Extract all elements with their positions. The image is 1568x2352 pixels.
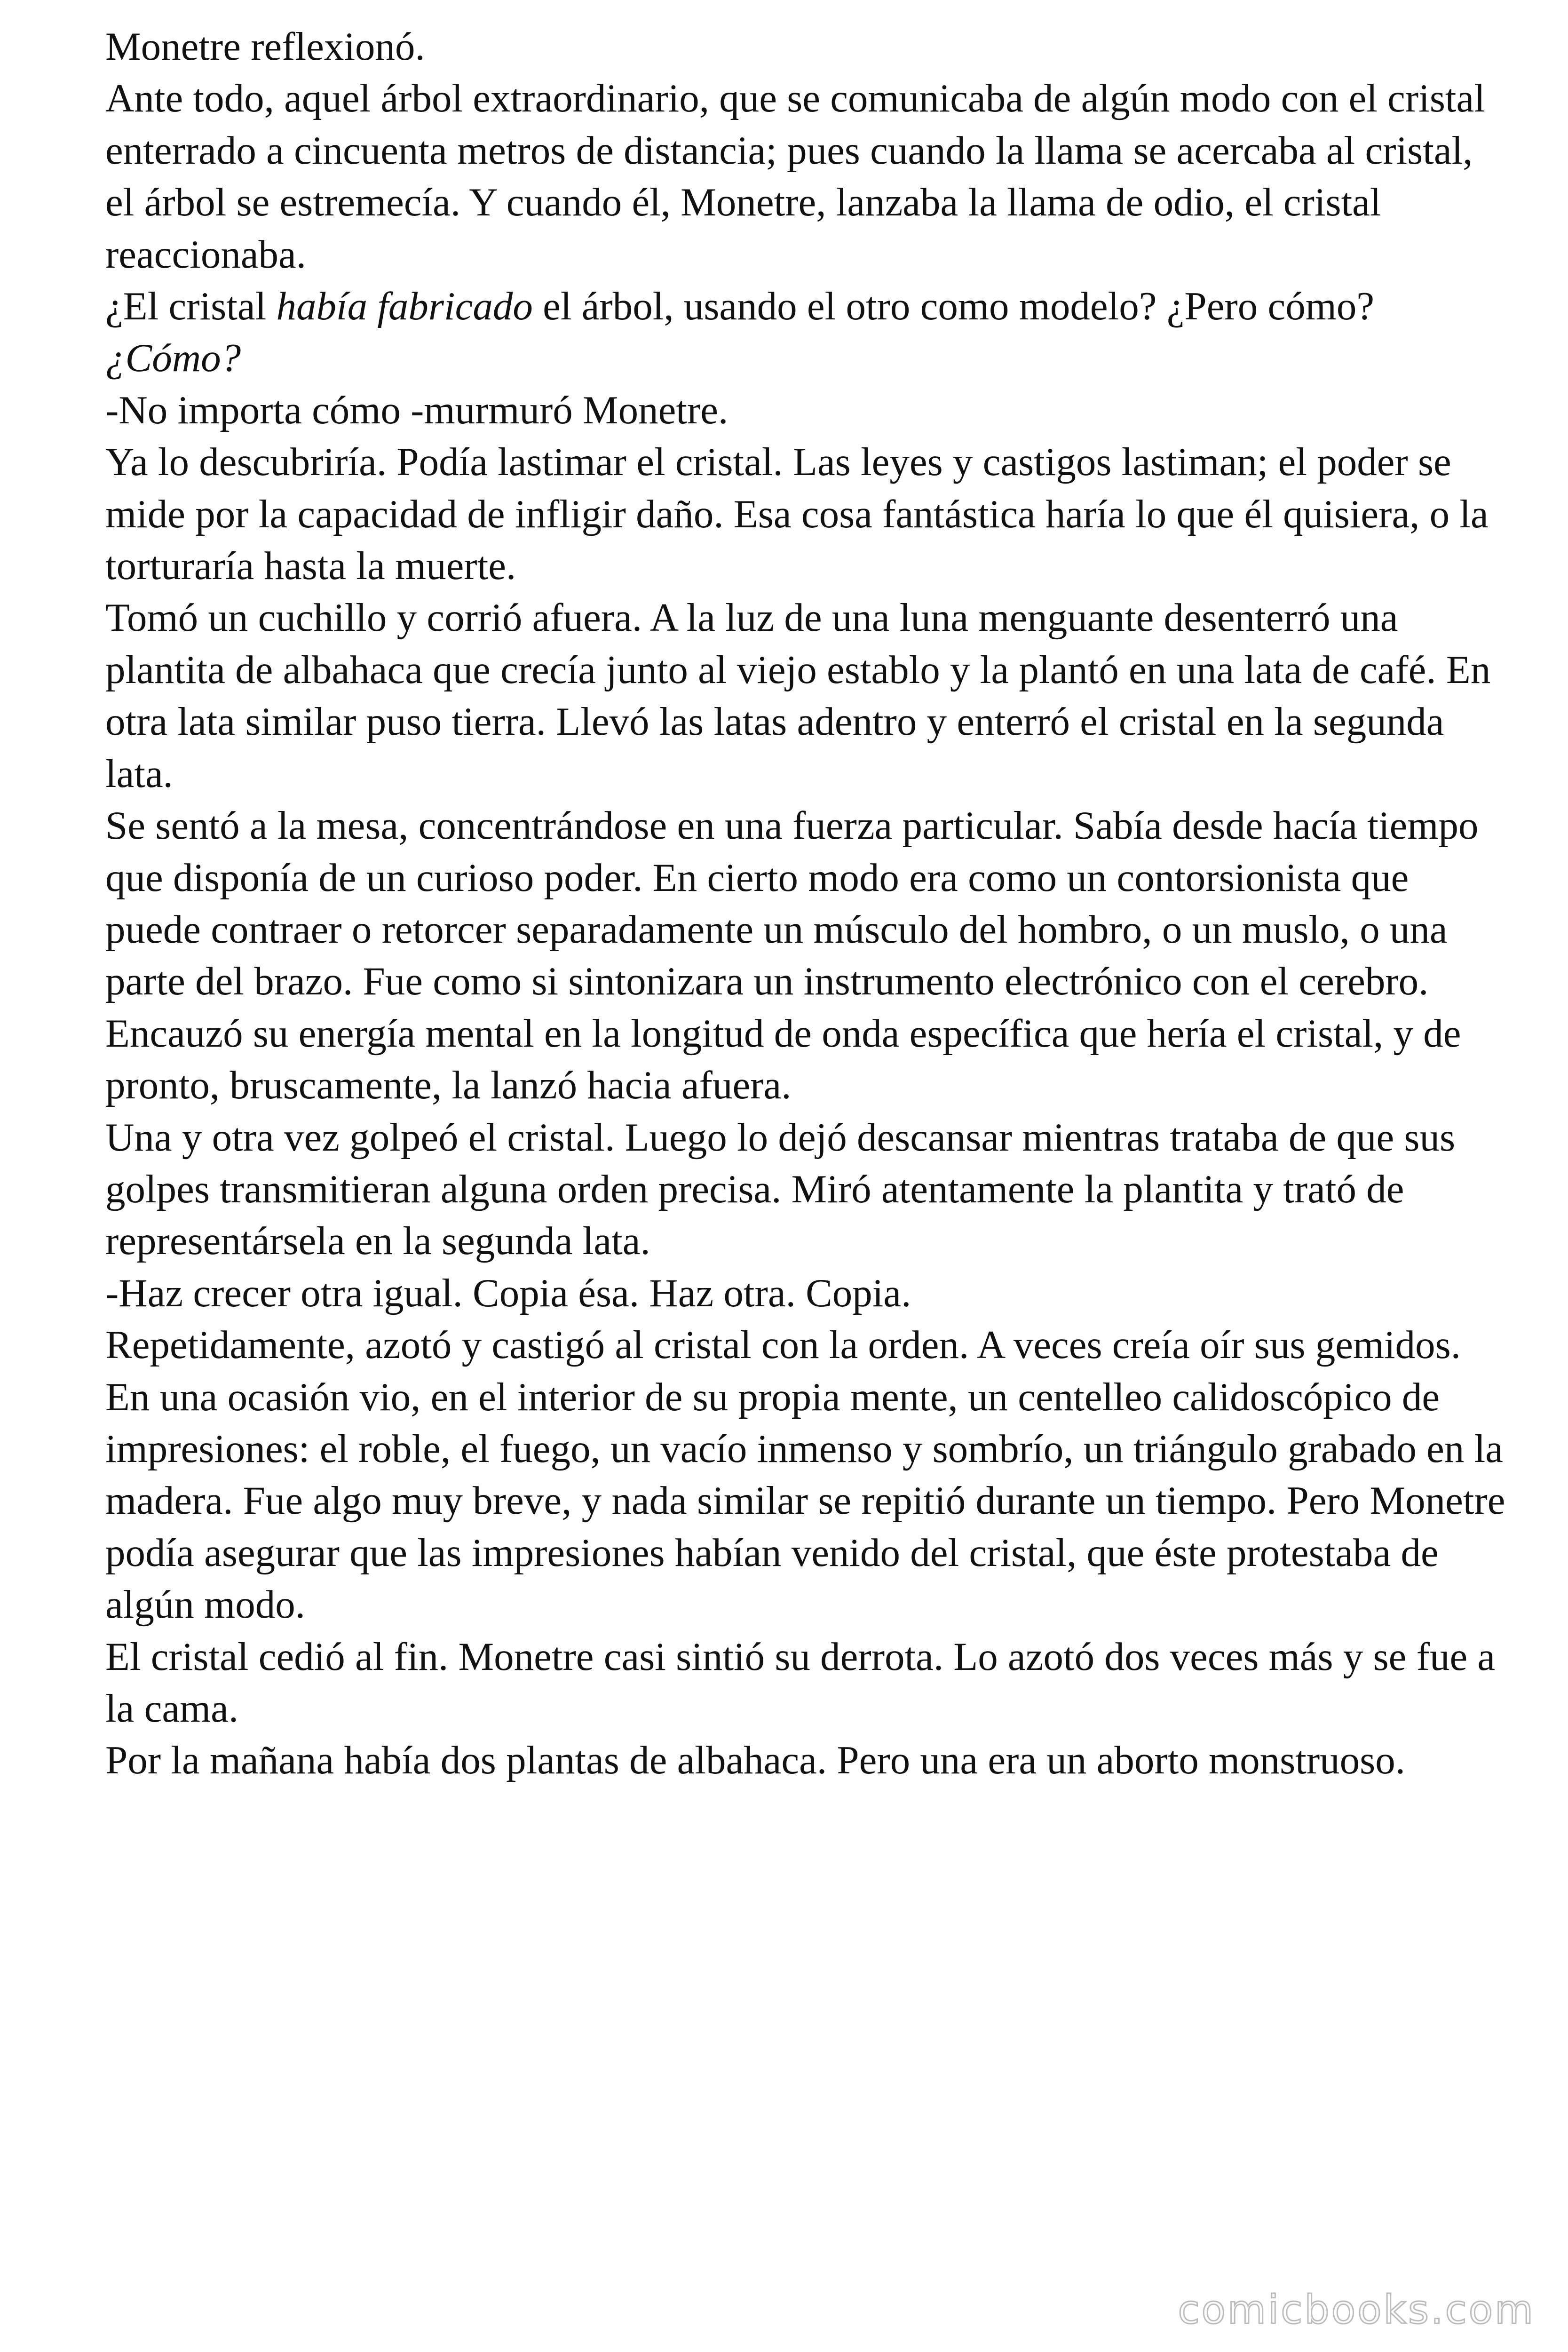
- paragraph-11: [105, 1631, 1507, 1735]
- paragraph-4: [105, 384, 1507, 436]
- watermark: comicbooks.com: [1178, 2287, 1535, 2333]
- text-run: Repetidamente, azotó y castigó al cristal con la orden. A veces creía oír sus gemidos. En una ocasión vio, en el interior de su propia mente, un centelleo calidoscópico de impresiones: el roble, el fuego, un vacío inmenso y sombrío, un triángulo grabado en la madera. Fue algo muy breve, y nada similar se repitió durante un tiempo. Pero Monetre podía asegurar que las impresiones habían venido del cristal, que éste protestaba de algún modo.: [105, 1323, 1505, 1627]
- paragraph-3: [105, 280, 1507, 384]
- text-run: -No importa cómo -murmuró Monetre.: [105, 388, 729, 432]
- text-run: Tomó un cuchillo y corrió afuera. A la luz de una luna menguante desenterró una plantita de albahaca que crecía junto al viejo establo y la plantó en una lata de café. En otra lata similar puso tierra. Llevó las latas adentro y enterró el cristal en la segunda lata.: [105, 596, 1491, 796]
- text-run: Ante todo, aquel árbol extraordinario, que se comunicaba de algún modo con el cristal enterrado a cincuenta metros de distancia; pues cuando la llama se acercaba al cristal, el árbol se estremecía. Y cuando él, Monetre, lanzaba la llama de odio, el cristal reaccionaba.: [105, 76, 1485, 277]
- body-text: [105, 21, 1507, 1787]
- paragraph-7: [105, 800, 1507, 1111]
- italic-text-run: había fabricado: [276, 284, 533, 329]
- paragraph-2: [105, 72, 1507, 280]
- text-run: Por la mañana había dos plantas de albahaca. Pero una era un aborto monstruoso.: [105, 1738, 1405, 1783]
- text-run: ¿El cristal: [105, 284, 277, 329]
- paragraph-10: [105, 1319, 1507, 1630]
- paragraph-12: [105, 1734, 1507, 1786]
- text-run: Ya lo descubriría. Podía lastimar el cristal. Las leyes y castigos lastiman; el poder se mide por la capacidad de infligir daño. Esa cosa fantástica haría lo que él quisiera, o la torturaría hasta la muerte.: [105, 440, 1489, 588]
- paragraph-9: [105, 1267, 1507, 1319]
- text-run: Monetre reflexionó.: [105, 24, 425, 69]
- paragraph-5: [105, 436, 1507, 592]
- paragraph-1: [105, 21, 1507, 72]
- italic-text-run: ¿Cómo?: [105, 336, 241, 381]
- text-run: Una y otra vez golpeó el cristal. Luego lo dejó descansar mientras trataba de que sus golpes transmitieran alguna orden precisa. Miró atentamente la plantita y trató de representársela en la segunda lata.: [105, 1115, 1456, 1263]
- paragraph-6: [105, 592, 1507, 800]
- text-run: el árbol, usando el otro como modelo? ¿Pero cómo?: [532, 284, 1375, 329]
- paragraph-8: [105, 1112, 1507, 1267]
- text-run: -Haz crecer otra igual. Copia ésa. Haz otra. Copia.: [105, 1271, 911, 1315]
- text-run: Se sentó a la mesa, concentrándose en una fuerza particular. Sabía desde hacía tiempo que disponía de un curioso poder. En cierto modo era como un contorsionista que puede contraer o retorcer separadamente un músculo del hombro, o un muslo, o una parte del brazo. Fue como si sintonizara un instrumento electrónico con el cerebro. Encauzó su energía mental en la longitud de onda específica que hería el cristal, y de pronto, bruscamente, la lanzó hacia afuera.: [105, 803, 1479, 1108]
- text-run: El cristal cedió al fin. Monetre casi sintió su derrota. Lo azotó dos veces más y se fue a la cama.: [105, 1634, 1496, 1731]
